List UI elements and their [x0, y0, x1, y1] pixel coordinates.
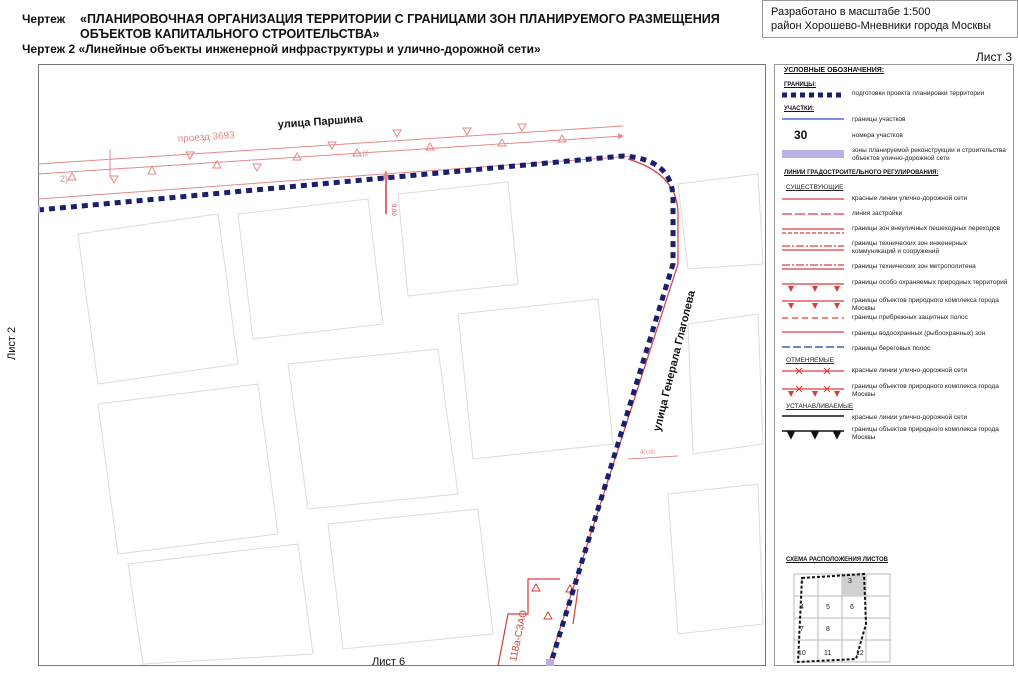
label-2: 2) — [60, 174, 69, 184]
legend-triangles — [788, 286, 840, 397]
legend-sec-existing: СУЩЕСТВУЮЩИЕ — [786, 184, 844, 191]
legend-zone-sample — [782, 150, 844, 158]
sheet-left-label: Лист 2 — [6, 326, 18, 360]
legend-item-water: границы водоохранных (рыбоохранных) зон — [852, 330, 986, 337]
legend-plot-number: 30 — [794, 128, 808, 142]
legend-sec-cancelled: ОТМЕНЯЕМЫЕ — [786, 357, 835, 364]
sheet-bottom-label: Лист 6 — [372, 656, 406, 668]
boundary-end-bottom — [546, 659, 554, 666]
scheme-num-12: 12 — [856, 650, 864, 657]
legend-item-plot-numbers: номера участков — [852, 132, 903, 139]
legend-item-nature: границы объектов природного комплекса города Москвы — [852, 297, 999, 312]
red-lines — [498, 159, 678, 666]
legend-item-crossings: границы зон внеуличных пешеходных переходов — [852, 225, 1001, 232]
legend-item-protected: границы особо охраняемых природных территорий — [852, 279, 1008, 286]
dim-35: 35 — [361, 150, 367, 157]
dim-40-line — [628, 456, 678, 459]
legend-item-plot-borders: границы участков — [852, 116, 906, 123]
scheme-num-10: 10 — [798, 650, 806, 657]
scale-text: Разработано в масштабе 1:500 — [771, 6, 931, 18]
legend-item-coastal: границы прибрежных защитных полос — [852, 314, 968, 321]
legend-item-red-lines: красные линии улично-дорожной сети — [852, 195, 968, 202]
street-parshina: улица Паршина — [277, 113, 364, 131]
scheme-num-6: 6 — [850, 604, 854, 611]
scale-box — [762, 0, 1018, 38]
proezd-markers — [68, 124, 566, 183]
sheet-number: Лист 3 — [975, 50, 1012, 64]
dim-9: 9,00 — [390, 204, 396, 216]
legend-item-nature-cancel: границы объектов природного комплекса города Москвы — [852, 383, 999, 398]
dim-40: 40,00 — [640, 450, 656, 456]
legend-item-building-line: линия застройки — [852, 210, 903, 217]
drawing-title: «ПЛАНИРОВОЧНАЯ ОРГАНИЗАЦИЯ ТЕРРИТОРИИ С ГРАНИЦАМИ ЗОН ПЛАНИРУЕМОГО РАЗМЕЩЕНИЯ ОБЪЕКТОВ КАПИТАЛЬНОГО СТРОИТЕЛЬСТВА» — [80, 12, 720, 41]
boundary-end-left — [38, 205, 40, 213]
scheme-num-3: 3 — [848, 578, 852, 585]
scheme-num-4: 4 — [800, 604, 804, 611]
scheme-num-5: 5 — [826, 604, 830, 611]
street-glagoleva: улица Генерала Глаголева — [651, 289, 698, 433]
drawing-label: Чертеж — [22, 12, 66, 26]
map-canvas[interactable] — [38, 64, 766, 666]
scheme-num-1: 1 — [800, 578, 804, 585]
district-text: район Хорошево-Мневники города Москвы — [771, 20, 992, 32]
legend-sec-plots: УЧАСТКИ: — [784, 106, 814, 112]
scheme-num-8: 8 — [826, 626, 830, 633]
legend-sec-lines: ЛИНИИ ГРАДОСТРОИТЕЛЬНОГО РЕГУЛИРОВАНИЯ: — [784, 170, 939, 176]
legend-item-red-new: красные линии улично-дорожной сети — [852, 414, 968, 421]
scheme-current-sheet — [842, 574, 866, 596]
legend-item-metro: границы технических зон метрополитена — [852, 263, 976, 270]
legend-established — [782, 416, 844, 438]
legend-sec-established: УСТАНАВЛИВАЕМЫЕ — [786, 403, 854, 410]
legend-item-zones: зоны планируемой реконструкции и строительства объектов улично-дорожной сети — [852, 147, 1006, 162]
legend-item-project: подготовки проекта планировки территории — [852, 90, 985, 97]
szao-label: 118а-СЗАО — [508, 609, 530, 663]
legend-scheme-title: СХЕМА РАСПОЛОЖЕНИЯ ЛИСТОВ — [786, 557, 888, 563]
legend-item-tech-zones: границы технических зон инженерных коммуникаций и сооружений — [852, 240, 968, 255]
scheme-num-11: 11 — [824, 650, 832, 657]
legend-item-nature-new: границы объектов природного комплекса города Москвы — [852, 426, 999, 441]
drawing-subtitle: Чертеж 2 «Линейные объекты инженерной инфраструктуры и улично-дорожной сети» — [22, 42, 541, 56]
legend-item-red-cancel: красные линии улично-дорожной сети — [852, 367, 968, 374]
legend-title: УСЛОВНЫЕ ОБОЗНАЧЕНИЯ: — [784, 67, 885, 74]
proezd-label: проезд 3693 — [177, 130, 236, 145]
legend-item-shore: границы береговых полос — [852, 345, 931, 352]
scheme-num-7: 7 — [800, 626, 804, 633]
legend-sec-borders: ГРАНИЦЫ: — [784, 82, 817, 88]
